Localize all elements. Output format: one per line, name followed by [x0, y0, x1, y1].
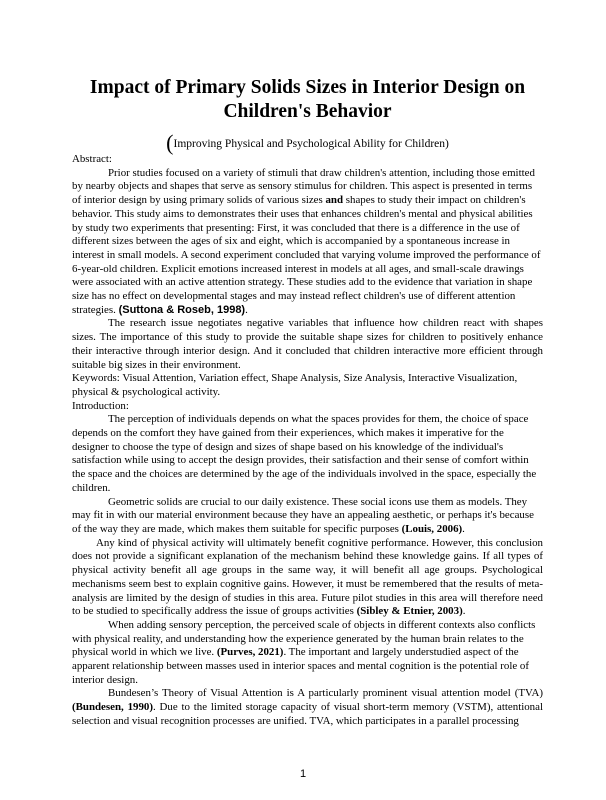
paper-title: Impact of Primary Solids Sizes in Interior Design on Children's Behavior [89, 77, 526, 122]
intro-p4-text-a: When adding sensory perception, the perceived scale of objects in different contexts also conflicts with physical reality, and understanding how the experience generated by the human brain relates to the physical world in which we live. [72, 618, 536, 659]
abstract-p1-text-b: shapes to study their impact on children's behavior. This study aims to demonstrates their uses that enhances children's mental and physical abilities by study two experiments that presenting: First, it was concluded that there is a difference in the use of different sizes between the ages of six and eight, which is accompanied by a spontaneous increase in interest in small models. A second experiment concluded that varying volume improved the performance of 6-year-old children. Explicit emotions increased interest in models at all ages, and small-scale drawings were associated with an active attention strategy. These studies add to the evidence that variation in shape size has no effect on developmental stages and may instead reflect children's use of different attention strategies. [72, 194, 541, 316]
intro-paragraph-1: The perception of individuals depends on what the spaces provides for them, the choice of space depends on the comfort they have gained from their experiences, which makes it imperative for the designer to choose the type of design and sizes of shape based on his knowledge of the individual's satisfaction while using to accept the design provides, their satisfaction and their sense of comfort within the space and the choices are determined by the age of the individuals involved in the space, especially the children. [72, 413, 537, 494]
intro-paragraph-4 [72, 619, 543, 688]
intro-p3-text: Any kind of physical activity will ultimately benefit cognitive performance. However, this conclusion does not provide a significant explanation of the mechanism behind these knowledge gains. If all types of physical activity benefit all age groups in the same way, it will benefit all age groups. Psychological mechanisms seem best to explain cognitive gains. However, it must be remembered that the results of meta-analysis are limited by the design of studies in this area. Future pilot studies in this area will therefore need to be studied to specifically address the issue of groups activities [72, 536, 543, 618]
paper-subtitle [72, 130, 543, 155]
intro-paragraph-5 [72, 687, 543, 728]
intro-p2-text: Geometric solids are crucial to our daily existence. These social icons use them as models. They may fit in with our material environment because they have an appealing aesthetic, or perhaps it's because of the way they are made, which makes them suitable for specific purposes [72, 495, 534, 535]
intro-paragraph-2 [72, 496, 543, 537]
keywords: Keywords: Visual Attention, Variation effect, Shape Analysis, Size Analysis, Interactive Visualization, physical & psychological activity. [72, 372, 518, 398]
citation-bundesen: (Bundesen, 1990) [72, 701, 153, 714]
citation-purves: (Purves, 2021) [216, 646, 284, 659]
introduction-label: Introduction: [72, 399, 129, 412]
subtitle-text: Improving Physical and Psychological Ability for Children) [173, 138, 449, 150]
document-page [72, 76, 543, 729]
abstract-p1-bold: and [325, 194, 344, 207]
abstract-label: Abstract: [72, 153, 112, 165]
abstract-paragraph-2: The research issue negotiates negative variables that influence how children react with shapes sizes. The importance of this study to provide the suitable shape sizes for children to positively enhance their interactive through interior design. And it concluded that children interactive more efficient through suitable big sizes in their environment. [72, 317, 543, 371]
abstract-paragraph-1 [72, 167, 543, 318]
intro-p2-end: . [462, 522, 465, 535]
page-number: 1 [299, 768, 307, 780]
intro-p3-end: . [462, 605, 466, 618]
intro-p4-text-b: . The important and largely understudied aspect of the apparent relationship between masses used in interior spaces and mental cognition is the potential role of interior design. [72, 646, 529, 686]
citation-louis: (Louis, 2006) [401, 522, 463, 535]
intro-p5-text-a: Bundesen’s Theory of Visual Attention is A particularly prominent visual attention model (TVA) [108, 687, 543, 700]
abstract-p1-text-a: Prior studies focused on a variety of stimuli that draw children's attention, including those emitted by nearby objects and shapes that serve as sensory stimulus for children. This aspect is presented in terms of interior design by using primary solids of various sizes [72, 166, 535, 207]
citation-suttona-roseb: (Suttona & Roseb, 1998) [118, 303, 246, 316]
intro-p5-text-b: . Due to the limited storage capacity of visual short-term memory (VSTM), attentional selection and visual recognition processes are unified. TVA, which participates in a parallel processing [72, 701, 543, 727]
intro-paragraph-3 [72, 537, 543, 619]
subtitle-paren: ( [166, 130, 174, 155]
citation-sibley-etnier: (Sibley & Etnier, 2003) [356, 605, 463, 618]
paper-body [72, 153, 543, 729]
abstract-p1-end: . [245, 303, 248, 316]
